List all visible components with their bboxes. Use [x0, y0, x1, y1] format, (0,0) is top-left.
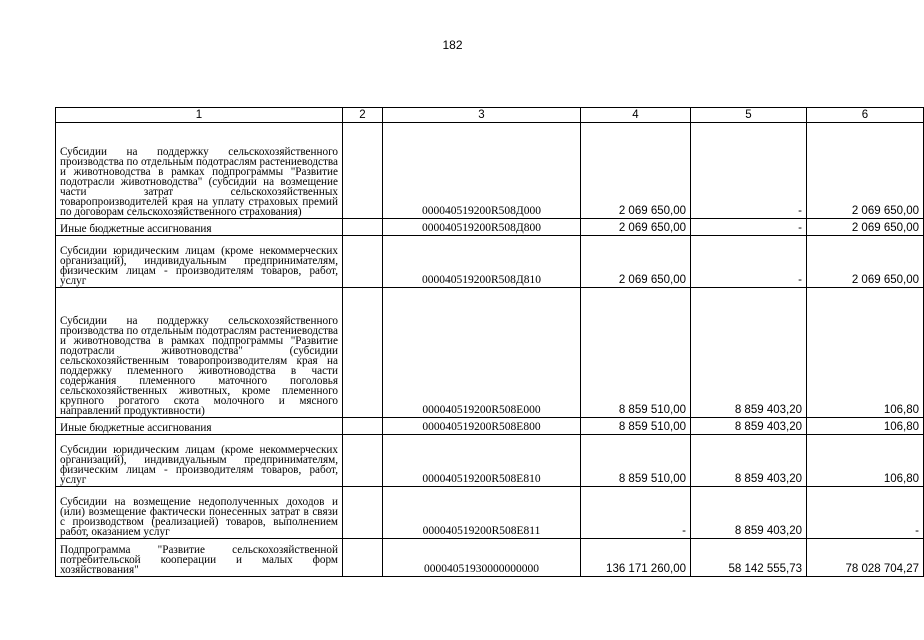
- row-code: 000040519200R508Е800: [383, 418, 581, 435]
- row-value-6: 2 069 650,00: [807, 219, 924, 236]
- row-description: Подпрограмма "Развитие сельскохозяйственной потребительской кооперации и малых форм хозяйствования": [56, 539, 343, 577]
- table-row: [56, 123, 924, 219]
- row-value-6: 2 069 650,00: [807, 236, 924, 288]
- row-col2: [343, 219, 383, 236]
- row-value-6: -: [807, 487, 924, 539]
- column-header: 4: [581, 108, 691, 123]
- column-header: 3: [383, 108, 581, 123]
- row-description: Субсидии на возмещение недополученных доходов и (или) возмещение фактически понесенных затрат в связи с производством (реализацией) товаров, выполнением работ, оказанием услуг: [56, 487, 343, 539]
- row-code: 000040519200R508Е811: [383, 487, 581, 539]
- table-row: [56, 219, 924, 236]
- row-col2: [343, 236, 383, 288]
- table-row: [56, 435, 924, 487]
- row-value-5: 8 859 403,20: [691, 288, 807, 418]
- row-col2: [343, 288, 383, 418]
- row-value-6: 106,80: [807, 435, 924, 487]
- row-value-5: 8 859 403,20: [691, 435, 807, 487]
- row-code: 000040519200R508Д800: [383, 219, 581, 236]
- row-description: Субсидии юридическим лицам (кроме некоммерческих организаций), индивидуальным предпринимателям, физическим лицам - производителям товаров, работ, услуг: [56, 435, 343, 487]
- row-description: Субсидии на поддержку сельскохозяйственного производства по отдельным подотраслям растениеводства и животноводства в рамках подпрограммы "Развитие подотрасли животноводства" (субсидии на возмещение части затрат сельскохозяйственных товаропроизводителей края на уплату страховых премий по договорам сельскохозяйственного страхования): [56, 123, 343, 219]
- row-value-5: 8 859 403,20: [691, 487, 807, 539]
- row-value-4: 2 069 650,00: [581, 236, 691, 288]
- table-row: [56, 236, 924, 288]
- table-row: [56, 487, 924, 539]
- row-value-4: 8 859 510,00: [581, 435, 691, 487]
- row-description: Иные бюджетные ассигнования: [56, 219, 343, 236]
- row-code: 000040519200R508Д810: [383, 236, 581, 288]
- column-header: 6: [807, 108, 924, 123]
- row-description: Иные бюджетные ассигнования: [56, 418, 343, 435]
- row-value-4: 8 859 510,00: [581, 418, 691, 435]
- row-value-6: 78 028 704,27: [807, 539, 924, 577]
- row-value-6: 2 069 650,00: [807, 123, 924, 219]
- row-value-5: -: [691, 123, 807, 219]
- row-value-6: 106,80: [807, 418, 924, 435]
- row-value-5: -: [691, 219, 807, 236]
- row-description: Субсидии юридическим лицам (кроме некоммерческих организаций), индивидуальным предпринимателям, физическим лицам - производителям товаров, работ, услуг: [56, 236, 343, 288]
- row-code: 000040519200R508Д000: [383, 123, 581, 219]
- budget-table: [55, 107, 924, 577]
- row-value-6: 106,80: [807, 288, 924, 418]
- table-header-row: [56, 108, 924, 123]
- row-value-4: 8 859 510,00: [581, 288, 691, 418]
- row-value-4: 136 171 260,00: [581, 539, 691, 577]
- page-number: 182: [442, 38, 463, 52]
- row-code: 00004051930000000000: [383, 539, 581, 577]
- row-col2: [343, 539, 383, 577]
- table-row: [56, 418, 924, 435]
- row-col2: [343, 418, 383, 435]
- row-col2: [343, 435, 383, 487]
- row-value-5: 8 859 403,20: [691, 418, 807, 435]
- row-col2: [343, 123, 383, 219]
- row-description: Субсидии на поддержку сельскохозяйственного производства по отдельным подотраслям растениеводства и животноводства в рамках подпрограммы "Развитие подотрасли животноводства" (субсидии сельскохозяйственным товаропроизводителям края на поддержку племенного животноводства в части содержания племенного маточного поголовья сельскохозяйственных животных, кроме племенного крупного рогатого скота молочного и мясного направлений продуктивности): [56, 288, 343, 418]
- row-value-5: 58 142 555,73: [691, 539, 807, 577]
- table-row: [56, 288, 924, 418]
- column-header: 1: [56, 108, 343, 123]
- row-code: 000040519200R508Е000: [383, 288, 581, 418]
- row-value-4: -: [581, 487, 691, 539]
- row-code: 000040519200R508Е810: [383, 435, 581, 487]
- column-header: 5: [691, 108, 807, 123]
- table-row: [56, 539, 924, 577]
- column-header: 2: [343, 108, 383, 123]
- row-col2: [343, 487, 383, 539]
- row-value-5: -: [691, 236, 807, 288]
- row-value-4: 2 069 650,00: [581, 219, 691, 236]
- row-value-4: 2 069 650,00: [581, 123, 691, 219]
